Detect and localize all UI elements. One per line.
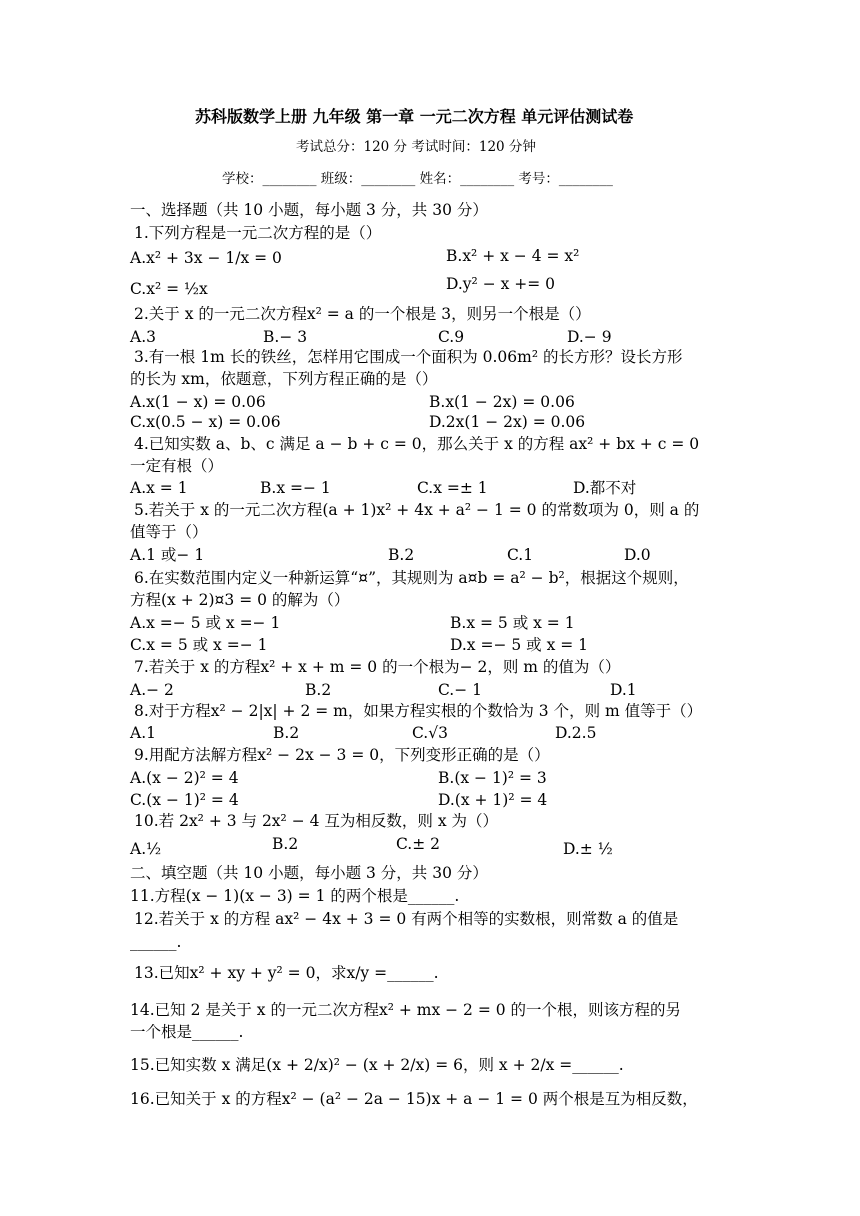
q2-option-d: D.− 9	[567, 328, 612, 346]
q5-option-a: A.1 或− 1	[130, 546, 205, 564]
q7-option-d: D.1	[610, 681, 637, 699]
q5-option-b: B.2	[388, 546, 415, 564]
exam-info: 考试总分：120 分 考试时间：120 分钟	[296, 139, 536, 155]
q8-option-c: C.√3	[412, 724, 448, 742]
q1-option-b: B.x² + x − 4 = x²	[446, 247, 580, 265]
q5-stem-2: 值等于（）	[130, 523, 208, 541]
q6-stem-2: 方程(x + 2)¤3 = 0 的解为（）	[130, 591, 350, 609]
q8-option-a: A.1	[130, 724, 156, 742]
q1-option-d: D.y² − x += 0	[446, 275, 556, 293]
section2-heading: 二、填空题（共 10 小题，每小题 3 分，共 30 分）	[130, 864, 488, 882]
q11: 11.方程(x − 1)(x − 3) = 1 的两个根是______.	[130, 887, 460, 905]
q6-stem-1: 6.在实数范围内定义一种新运算“¤”，其规则为 a¤b = a² − b²，根据这个规则，	[134, 569, 689, 587]
q9-option-a: A.(x − 2)² = 4	[130, 769, 239, 787]
q9-option-d: D.(x + 1)² = 4	[438, 791, 548, 809]
q10-option-d: D.± ½	[563, 840, 613, 858]
q4-option-a: A.x = 1	[130, 479, 188, 497]
q4-option-b: B.x =− 1	[260, 479, 331, 497]
q1-stem: 1.下列方程是一元二次方程的是（）	[134, 224, 382, 242]
q4-option-d: D.都不对	[573, 479, 637, 497]
q3-option-d: D.2x(1 − 2x) = 0.06	[429, 413, 586, 431]
q12-line-2: ______.	[130, 933, 182, 951]
q1-option-c: C.x² = ½x	[130, 280, 208, 298]
q1-option-a: A.x² + 3x − 1/x = 0	[130, 249, 282, 267]
q16: 16.已知关于 x 的方程x² − (a² − 2a − 15)x + a − 1 = 0 两个根是互为相反数，	[130, 1090, 698, 1108]
q10-option-a: A.½	[130, 840, 162, 858]
q9-option-c: C.(x − 1)² = 4	[130, 791, 239, 809]
q2-stem: 2.关于 x 的一元二次方程x² = a 的一个根是 3，则另一个根是（）	[134, 305, 591, 323]
q10-stem: 10.若 2x² + 3 与 2x² − 4 互为相反数，则 x 为（）	[134, 812, 498, 830]
q2-option-c: C.9	[438, 328, 465, 346]
q4-option-c: C.x =± 1	[417, 479, 488, 497]
q3-option-c: C.x(0.5 − x) = 0.06	[130, 413, 281, 431]
q12-line-1: 12.若关于 x 的方程 ax² − 4x + 3 = 0 有两个相等的实数根，则常数 a 的值是	[134, 910, 679, 928]
q3-stem-1: 3.有一根 1m 长的铁丝，怎样用它围成一个面积为 0.06m² 的长方形？设长方形	[134, 348, 683, 366]
q6-option-d: D.x =− 5 或 x = 1	[450, 636, 589, 654]
q7-option-b: B.2	[305, 681, 332, 699]
q4-stem-1: 4.已知实数 a、b、c 满足 a − b + c = 0，那么关于 x 的方程 ax² + bx + c = 0	[134, 435, 700, 453]
q10-option-b: B.2	[272, 835, 299, 853]
q9-option-b: B.(x − 1)² = 3	[438, 769, 547, 787]
q6-option-a: A.x =− 5 或 x =− 1	[130, 614, 281, 632]
q3-option-a: A.x(1 − x) = 0.06	[130, 393, 266, 411]
q14-line-1: 14.已知 2 是关于 x 的一元二次方程x² + mx − 2 = 0 的一个根，则该方程的另	[130, 1001, 682, 1019]
page-title: 苏科版数学上册 九年级 第一章 一元二次方程 单元评估测试卷	[195, 107, 634, 126]
q4-stem-2: 一定有根（）	[130, 457, 224, 475]
q7-stem: 7.若关于 x 的方程x² + x + m = 0 的一个根为− 2，则 m 的值为（）	[134, 658, 621, 676]
q6-option-b: B.x = 5 或 x = 1	[450, 614, 575, 632]
q7-option-a: A.− 2	[130, 681, 174, 699]
q9-stem: 9.用配方法解方程x² − 2x − 3 = 0，下列变形正确的是（）	[134, 746, 550, 764]
q8-stem: 8.对于方程x² − 2|x| + 2 = m，如果方程实根的个数恰为 3 个，则 m 值等于（）	[134, 702, 703, 720]
q2-option-a: A.3	[130, 328, 156, 346]
q2-option-b: B.− 3	[263, 328, 308, 346]
q15: 15.已知实数 x 满足(x + 2/x)² − (x + 2/x) = 6，则 x + 2/x =______.	[130, 1056, 624, 1074]
section1-heading: 一、选择题（共 10 小题，每小题 3 分，共 30 分）	[130, 201, 488, 219]
q3-option-b: B.x(1 − 2x) = 0.06	[429, 393, 575, 411]
q14-line-2: 一个根是______.	[130, 1023, 244, 1041]
q5-option-d: D.0	[624, 546, 651, 564]
q3-stem-2: 的长为 xm，依题意，下列方程正确的是（）	[130, 370, 438, 388]
q13: 13.已知x² + xy + y² = 0，求x/y =______.	[134, 964, 439, 982]
q10-option-c: C.± 2	[396, 835, 441, 853]
q8-option-b: B.2	[273, 724, 300, 742]
q8-option-d: D.2.5	[555, 724, 597, 742]
q6-option-c: C.x = 5 或 x =− 1	[130, 636, 268, 654]
q5-option-c: C.1	[507, 546, 534, 564]
q5-stem-1: 5.若关于 x 的一元二次方程(a + 1)x² + 4x + a² − 1 = 0 的常数项为 0，则 a 的	[134, 501, 700, 519]
student-info: 学校：________ 班级：________ 姓名：________ 考号：________	[222, 171, 613, 187]
q7-option-c: C.− 1	[438, 681, 483, 699]
